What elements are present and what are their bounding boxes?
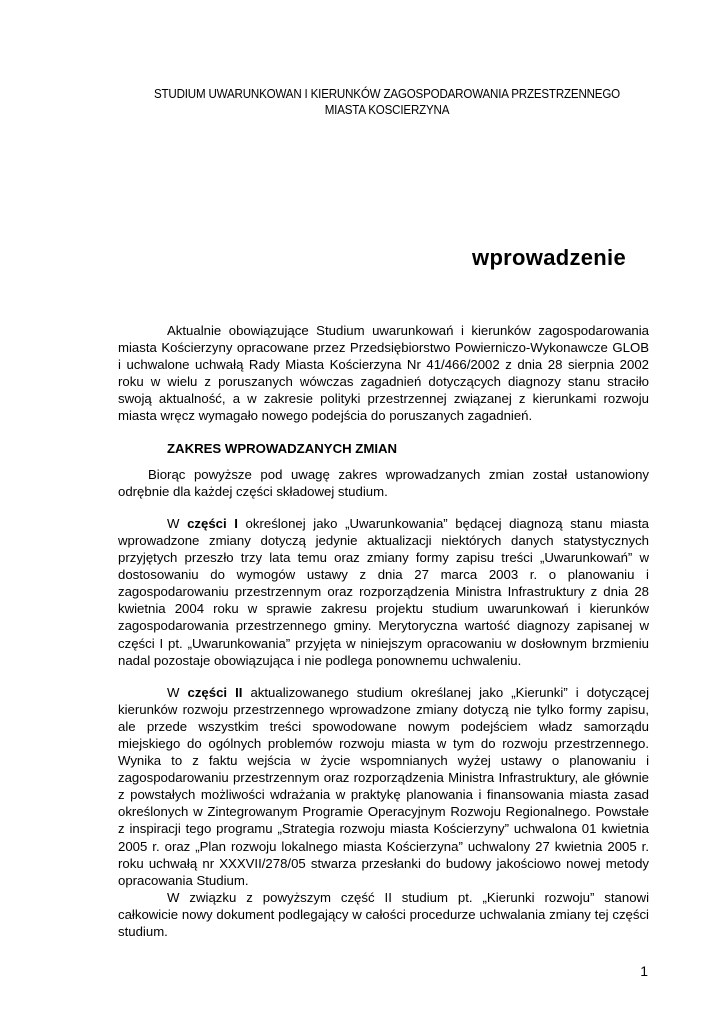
header-line-2: MIASTA KOSCIERZYNA xyxy=(324,103,450,117)
document-body xyxy=(118,322,649,940)
para3-rest: aktualizowanego studium określanej jako „Kierunki” i dotyczącej kierunków rozwoju przestrzennego wprowadzone zmiany dotyczą nie tylko formy zapisu, ale przede wszystkim treści spowodowane nowym podejściem władz samorządu miejskiego do ogólnych problemów rozwoju miasta w tym do rozwoju przestrzennego. Wynika to z faktu wejścia w życie wspomnianych wyżej ustawy o planowaniu i zagospodarowaniu przestrzennym oraz rozporządzenia Ministra Infrastruktury, ale głównie z powstałych możliwości wdrażania w praktykę planowania i finansowania miasta zasad określonych w Zintegrowanym Programie Operacyjnym Rozwoju Regionalnego. Powstałe z inspiracji tego programu „Strategia rozwoju miasta Kościerzyny” uchwalona 01 kwietnia 2005 r. oraz „Plan rozwoju lokalnego miasta Kościerzyna” uchwalony 27 kwietnia 2005 r. roku uchwałą nr XXXVII/278/05 stwarza przesłanki do budowy jakościowo nowej metody opracowania Studium. xyxy=(118,684,649,888)
paragraph-1: Biorąc powyższe pod uwagę zakres wprowadzanych zmian został ustanowiony odrębnie dla każdej części składowej studium. xyxy=(118,466,649,499)
paragraph-2 xyxy=(118,515,649,669)
intro-paragraph: Aktualnie obowiązujące Studium uwarunkowań i kierunków zagospodarowania miasta Kościerzyny opracowane przez Przedsiębiorstwo Powierniczo-Wykonawcze GLOB i uchwalone uchwałą Rady Miasta Kościerzyna Nr 41/466/2002 z dnia 28 sierpnia 2002 roku w wielu z poruszanych wówczas zagadnień dotyczących diagnozy stanu straciło swoją aktualność, a w zakresie polityki przestrzennej związanej z kierunkami rozwoju miasta wręcz wymagało nowego podejścia do poruszanych zagadnień. xyxy=(118,323,649,424)
para2-bold: części I xyxy=(187,515,238,531)
paragraph-3 xyxy=(118,684,649,889)
para3-bold: części II xyxy=(187,684,243,700)
subheading: ZAKRES WPROWADZANYCH ZMIAN xyxy=(167,440,398,456)
section-title: wprowadzenie xyxy=(472,245,626,270)
page-number: 1 xyxy=(640,963,648,979)
document-header xyxy=(31,86,697,118)
para2-lead: W xyxy=(167,515,188,531)
paragraph-4: W związku z powyższym część II studium pt. „Kierunki rozwoju” stanowi całkowicie nowy dokument podlegający w całości procedurze uchwalania zmiany tej części studium. xyxy=(118,889,649,939)
header-line-1: STUDIUM UWARUNKOWAN I KIERUNKÓW ZAGOSPODAROWANIA PRZESTRZENNEGO xyxy=(153,87,621,101)
para2-rest: określonej jako „Uwarunkowania” będącej diagnozą stanu miasta wprowadzone zmiany dotyczą jedynie aktualizacji niektórych danych statystycznych przyjętych przeszło trzy lata temu oraz zmiany formy zapisu treści „Uwarunkowań” w dostosowaniu do wymogów ustawy z dnia 27 marca 2003 r. o planowaniu i zagospodarowaniu przestrzennym oraz rozporządzenia Ministra Infrastruktury z dnia 28 kwietnia 2004 roku w sprawie zakresu projektu studium uwarunkowań i kierunków zagospodarowania przestrzennego gminy. Merytoryczna wartość diagnozy zapisanej w części I pt. „Uwarunkowania” przyjęta w niniejszym opracowaniu w dosłownym brzmieniu nadal pozostaje obowiązująca i nie podlega ponownemu uchwaleniu. xyxy=(118,515,649,668)
para3-lead: W xyxy=(167,684,188,700)
